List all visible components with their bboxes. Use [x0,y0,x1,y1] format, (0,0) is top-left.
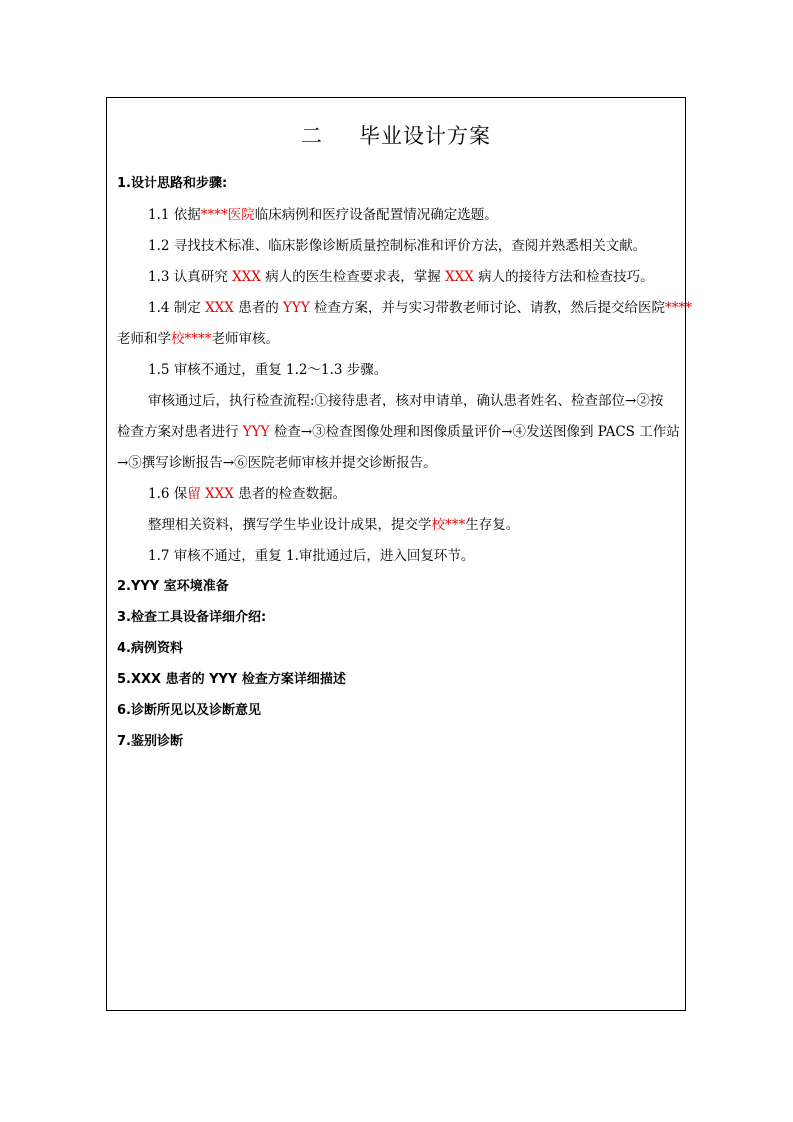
title-text: 毕业设计方案 [359,124,491,148]
page-title [107,120,685,150]
section-5-heading: 5.XXX 患者的 YYY 检查方案详细描述 [117,672,346,687]
flow-line1: 审核通过后，执行检查流程:①接待患者，核对申请单，确认患者姓名、检查部位→②按 [148,393,664,409]
section-1-heading: 1.设计思路和步骤: [117,176,228,191]
step-1-5: 1.5 审核不通过，重复 1.2～1.3 步骤。 [148,362,388,378]
step-1-3: 1.3 认真研究 XXX 病人的医生检查要求表，掌握 XXX 病人的接待方法和检查技巧。 [148,269,654,285]
document-frame [106,97,693,1011]
step-1-4-line2: 老师和学校****老师审核。 [117,331,279,347]
section-3-heading: 3.检查工具设备详细介绍: [117,610,267,625]
section-4-heading: 4.病例资料 [117,641,183,656]
section-7-heading: 7.鉴别诊断 [117,734,183,749]
step-1-2: 1.2 寻找技术标准、临床影像诊断质量控制标准和评价方法，查阅并熟悉相关文献。 [148,238,647,254]
section-2-heading: 2.YYY 室环境准备 [117,579,229,594]
step-1-7: 1.7 审核不通过，重复 1.审批通过后，进入回复环节。 [148,548,475,564]
step-1-4-line1: 1.4 制定 XXX 患者的 YYY 检查方案，并与实习带教老师讨论、请教，然后提交给医院**** [148,300,693,316]
step-1-6: 1.6 保留 XXX 患者的检查数据。 [148,486,347,502]
section-6-heading: 6.诊断所见以及诊断意见 [117,703,261,718]
step-1-1: 1.1 依据****医院临床病例和医疗设备配置情况确定选题。 [148,207,498,223]
title-number: 二 [301,124,323,148]
flow-line3: →⑤撰写诊断报告→⑥医院老师审核并提交诊断报告。 [117,455,437,471]
flow-line2: 检查方案对患者进行 YYY 检查→③检查图像处理和图像质量评价→④发送图像到 PACS 工作站 [117,424,680,440]
organize-line: 整理相关资料，撰写学生毕业设计成果，提交学校***生存复。 [148,517,520,533]
